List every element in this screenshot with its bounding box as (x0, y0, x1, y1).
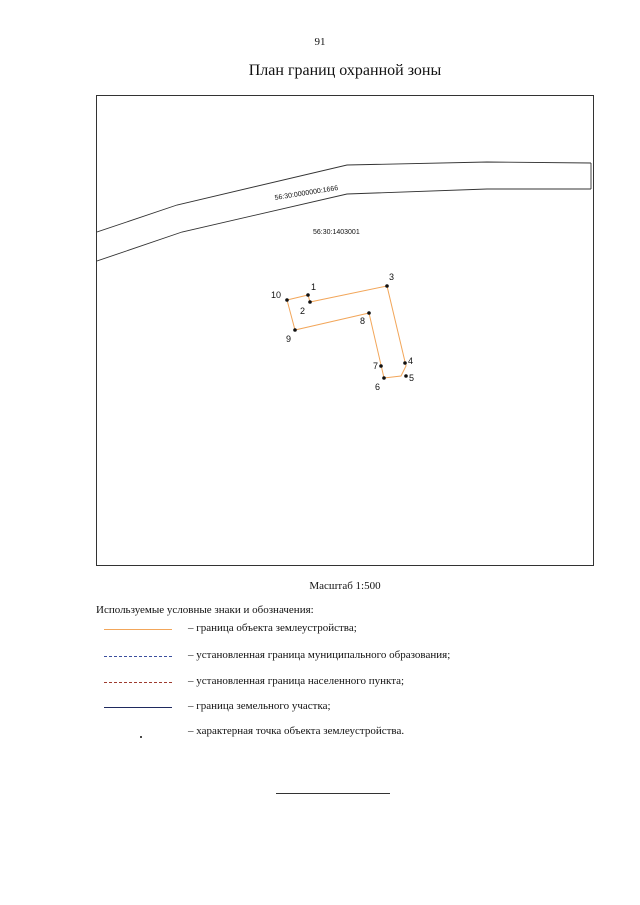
point-7 (379, 364, 383, 368)
map-frame (96, 95, 594, 566)
quarter-label: 56:30:1403001 (313, 229, 360, 236)
point-2 (308, 300, 312, 304)
point-label-3: 3 (389, 272, 395, 282)
legend-text-land-plot-boundary: – граница земельного участка; (188, 700, 331, 712)
point-6 (382, 376, 386, 380)
point-label-5: 5 (409, 373, 415, 383)
map-scale: Масштаб 1:500 (309, 580, 381, 592)
point-label-6: 6 (375, 382, 381, 392)
point-9 (293, 328, 297, 332)
point-10 (285, 298, 289, 302)
point-4 (403, 361, 407, 365)
parcel-boundary-upper (97, 162, 591, 232)
page-number: 91 (314, 36, 326, 48)
page-title: План границ охранной зоны (248, 62, 442, 79)
legend-item-settlement-boundary (96, 675, 596, 691)
point-label-10: 10 (271, 290, 282, 300)
legend-title: Используемые условные знаки и обозначения: (96, 604, 314, 616)
legend-text-municipal-boundary: – установленная граница муниципального образования; (188, 649, 451, 661)
legend-symbol-characteristic-point (140, 736, 142, 738)
legend-symbol-settlement-boundary (104, 682, 172, 683)
point-8 (367, 311, 371, 315)
point-1 (306, 293, 310, 297)
point-label-8: 8 (360, 316, 366, 326)
legend-symbol-municipal-boundary (104, 656, 172, 657)
legend-symbol-object-boundary (104, 629, 172, 630)
legend-item-characteristic-point (96, 725, 596, 741)
point-5 (404, 374, 408, 378)
point-label-2: 2 (300, 306, 306, 316)
parcel-label: 56:30:0000000:1666 (274, 185, 339, 202)
point-label-9: 9 (286, 334, 292, 344)
legend-item-object-boundary (96, 622, 596, 638)
point-label-1: 1 (311, 282, 317, 292)
object-boundary (287, 286, 406, 378)
legend-text-characteristic-point: – характерная точка объекта землеустройства. (188, 725, 405, 737)
legend-item-land-plot-boundary (96, 700, 596, 716)
legend-text-object-boundary: – граница объекта землеустройства; (188, 622, 357, 634)
point-3 (385, 284, 389, 288)
legend-text-settlement-boundary: – установленная граница населенного пункта; (188, 675, 405, 687)
legend-item-municipal-boundary (96, 649, 596, 665)
legend-symbol-land-plot-boundary (104, 707, 172, 708)
point-label-4: 4 (408, 356, 414, 366)
parcel-boundary-lower (97, 189, 591, 261)
point-label-7: 7 (373, 361, 379, 371)
signature-line (276, 793, 390, 794)
map-canvas (97, 96, 593, 565)
